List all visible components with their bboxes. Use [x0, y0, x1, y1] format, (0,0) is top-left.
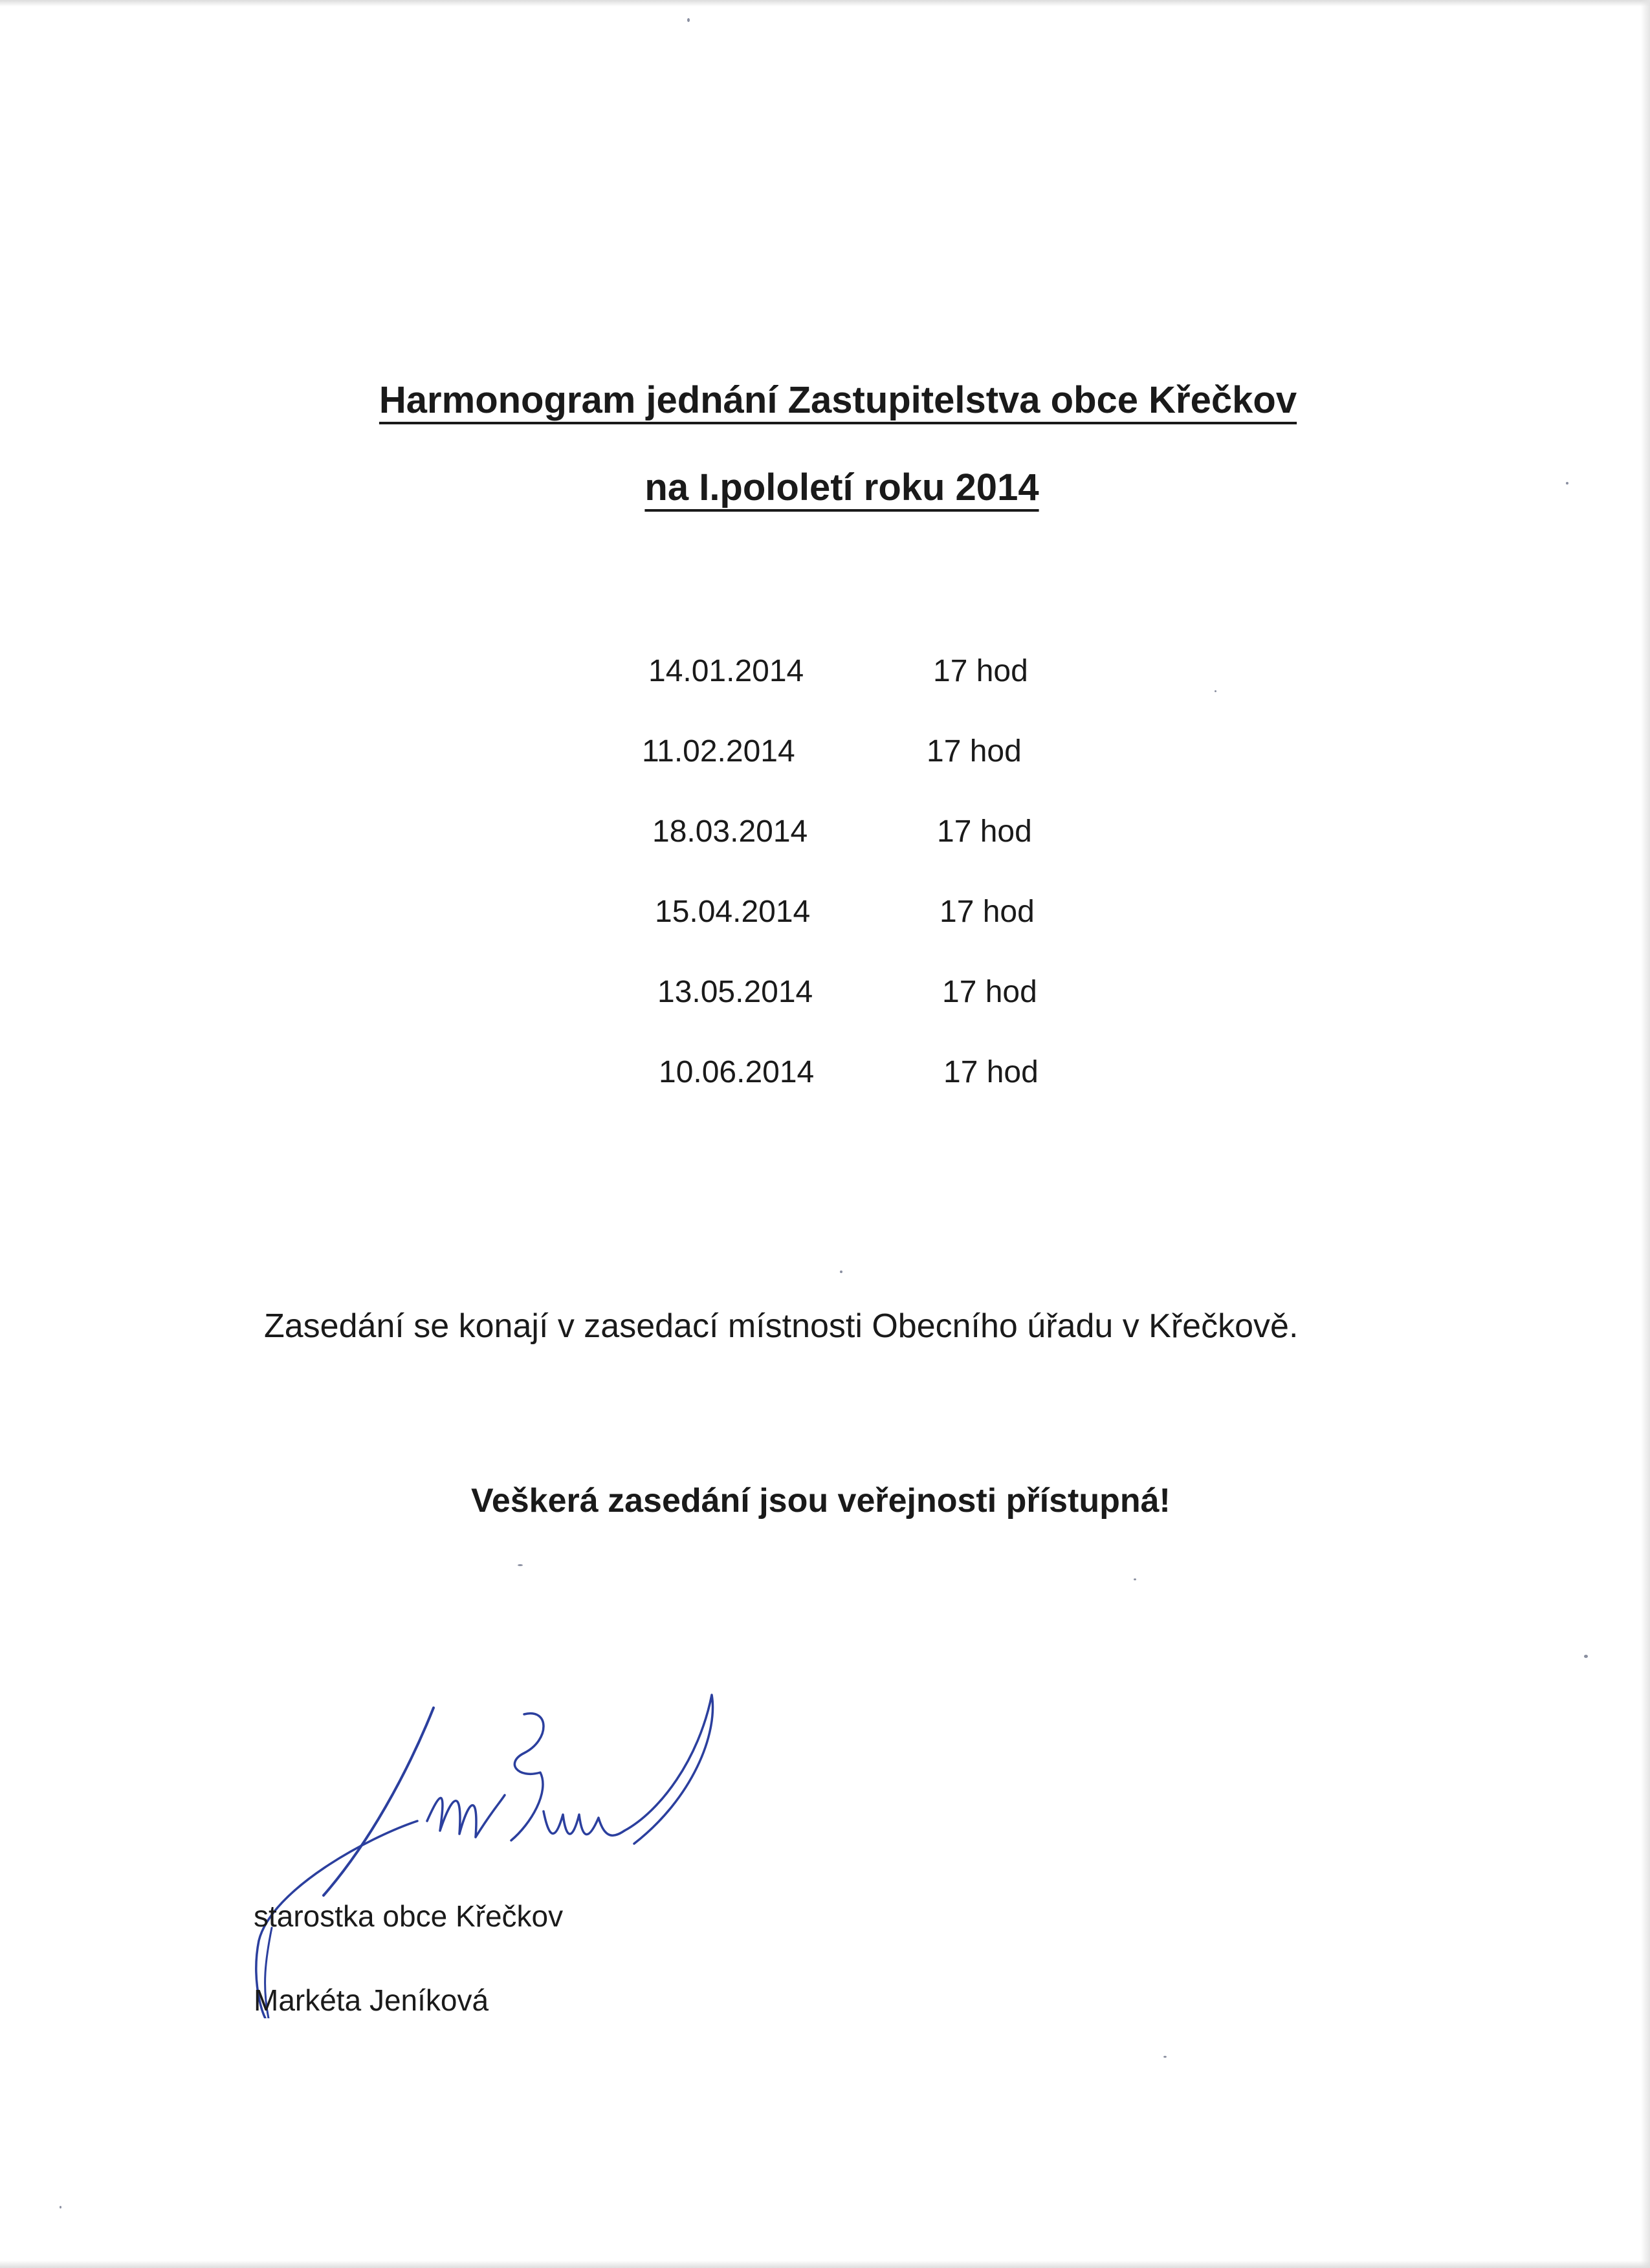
- scan-speck: [1566, 482, 1568, 485]
- scan-speck: [1215, 690, 1216, 692]
- meeting-time: 17 hod: [927, 734, 1022, 769]
- meeting-time: 17 hod: [933, 654, 1028, 688]
- signatory-name: Markéta Jeníková: [254, 1983, 489, 2017]
- scan-speck: [518, 1564, 523, 1566]
- handwritten-signature: [246, 1682, 738, 2018]
- document-title: Harmonogram jednání Zastupitelstva obce Křečkov: [379, 379, 1297, 421]
- scan-edge-right: [1641, 0, 1650, 2268]
- scan-speck: [1134, 1578, 1136, 1580]
- scan-speck: [1163, 2056, 1167, 2058]
- meeting-date: 18.03.2014: [652, 814, 808, 849]
- meeting-time: 17 hod: [943, 1055, 1039, 1089]
- meeting-time: 17 hod: [937, 814, 1032, 849]
- scan-edge-bottom: [0, 2260, 1650, 2268]
- meeting-date: 14.01.2014: [648, 654, 804, 688]
- meeting-date: 13.05.2014: [657, 975, 813, 1009]
- meeting-time: 17 hod: [942, 975, 1037, 1009]
- meeting-date: 11.02.2014: [642, 734, 795, 769]
- scan-speck: [840, 1270, 842, 1273]
- scan-speck: [60, 2206, 61, 2208]
- meeting-date: 10.06.2014: [659, 1055, 815, 1089]
- signatory-role: starostka obce Křečkov: [254, 1899, 564, 1933]
- public-access-notice: Veškerá zasedání jsou veřejnosti přístupná!: [471, 1482, 1171, 1520]
- scan-speck: [1584, 1655, 1588, 1658]
- scan-speck: [687, 18, 690, 22]
- meeting-date: 15.04.2014: [655, 895, 811, 929]
- meeting-location-note: Zasedání se konají v zasedací místnosti Obecního úřadu v Křečkově.: [264, 1307, 1299, 1345]
- scan-edge-top: [0, 0, 1650, 6]
- meeting-time: 17 hod: [940, 895, 1035, 929]
- document-subtitle: na I.pololetí roku 2014: [644, 466, 1039, 508]
